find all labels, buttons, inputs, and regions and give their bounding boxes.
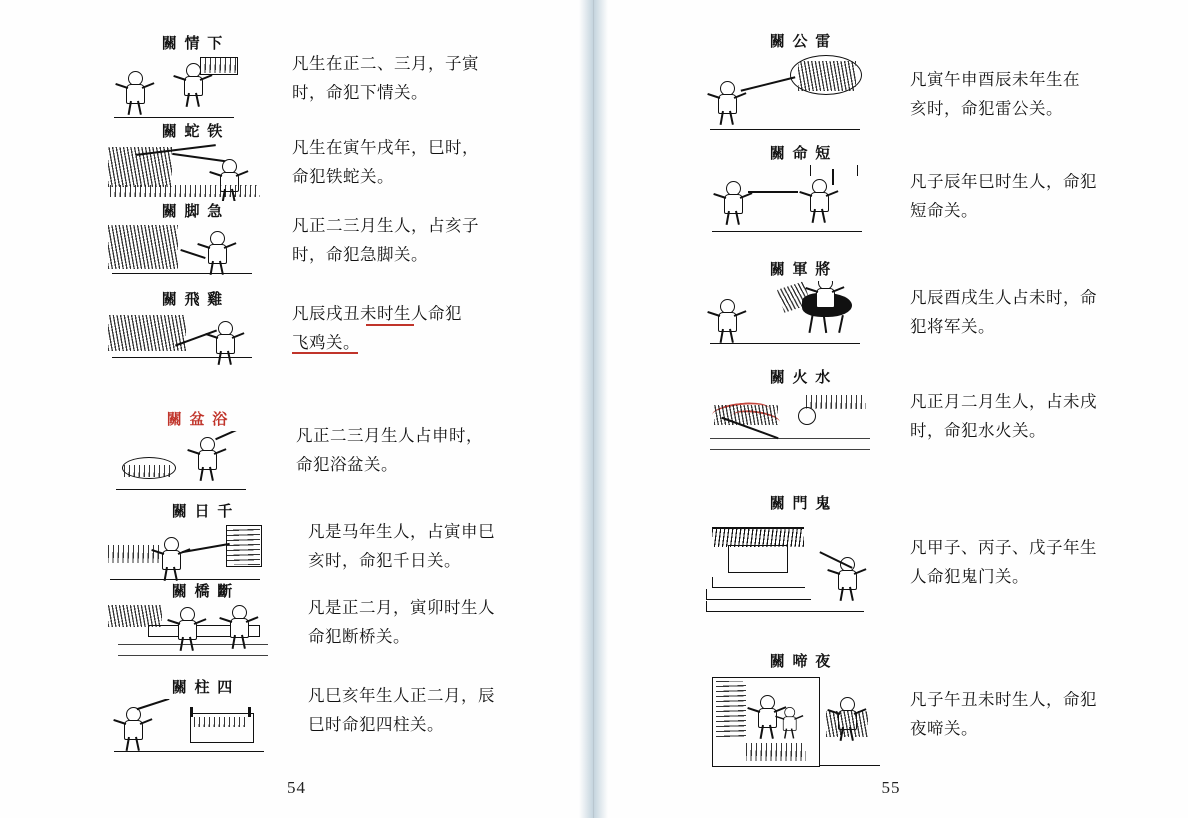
entry-caption: 凡生在正二、三月，子寅 时，命犯下情关。 [292, 54, 479, 102]
hatching-bedding [194, 717, 248, 727]
illustration-block [108, 500, 298, 589]
woodcut-illustration [108, 603, 298, 665]
illustration-block [108, 32, 278, 121]
entry-left-5 [108, 408, 526, 493]
hatching-mountain [806, 395, 866, 409]
entry-title: 關 盆 浴 [166, 412, 230, 428]
woodcut-illustration [706, 673, 896, 777]
entry-title: 關 脚 急 [161, 204, 225, 220]
entry-title: 關 橋 斷 [171, 584, 235, 600]
entry-right-6 [706, 650, 1140, 777]
woodcut-illustration [706, 515, 896, 625]
entry-caption: 凡是马年生人，占寅申巳 亥时，命犯千日关。 [308, 522, 495, 570]
entry-left-6 [108, 500, 538, 589]
ground-line [710, 343, 860, 344]
woodcut-illustration [706, 389, 896, 461]
entry-left-1 [108, 32, 522, 121]
horse-leg [838, 315, 844, 333]
illustration-block [706, 366, 896, 461]
stair-step [712, 577, 805, 588]
entry-title: 關 門 鬼 [769, 496, 833, 512]
curtain [716, 681, 746, 737]
entry-caption: 凡辰戌丑未时生人命犯 飞鸡关。 [292, 304, 462, 352]
entry-title: 關 軍 將 [769, 262, 833, 278]
entry-title: 關 啼 夜 [769, 654, 833, 670]
entry-title: 關 蛇 铁 [161, 124, 225, 140]
figure-person-with-umbrella [806, 179, 832, 223]
hatching-water [124, 465, 172, 477]
illustration-block [706, 258, 896, 353]
hatching-ground [110, 185, 260, 197]
ground-line [712, 231, 862, 232]
stair-step [706, 589, 811, 600]
woodcut-illustration [108, 431, 288, 493]
hatching-flame [108, 545, 160, 563]
entry-caption: 凡生在寅午戌年，巳时， 命犯铁蛇关。 [292, 138, 479, 186]
ground-line [710, 129, 860, 130]
woodcut-illustration [108, 699, 298, 757]
gutter-shadow [594, 0, 608, 818]
entry-title: 關 公 雷 [769, 34, 833, 50]
hatching-bed [746, 743, 806, 761]
illustration-block [108, 288, 278, 367]
hatching-robe [826, 711, 868, 737]
entry-title: 關 命 短 [769, 146, 833, 162]
ground-line [114, 751, 264, 752]
woodcut-illustration [706, 53, 896, 135]
entry-left-8 [108, 676, 538, 757]
bed-post [248, 707, 251, 717]
sun-disc [798, 407, 816, 425]
hatching-tree [108, 605, 162, 627]
entry-right-4 [706, 366, 1140, 461]
ground-line [116, 489, 246, 490]
figure-person [714, 299, 740, 343]
page-number-left: 54 [287, 778, 306, 797]
entry-caption: 凡甲子、丙子、戊子年生 人命犯鬼门关。 [910, 538, 1097, 586]
window-frame [226, 525, 262, 567]
woodcut-illustration [108, 223, 278, 279]
figure-runner [204, 231, 230, 275]
lightning-bolt [741, 76, 796, 91]
entry-left-7 [108, 580, 538, 665]
stair-step [706, 601, 817, 612]
illustration-block [108, 676, 298, 757]
red-underline-annotation [366, 324, 414, 326]
entry-caption: 凡子辰年巳时生人，命犯 短命关。 [910, 172, 1097, 220]
water-waves [118, 639, 268, 661]
gate-body [728, 545, 788, 573]
entry-title: 關 飛 雞 [161, 292, 225, 308]
right-page [594, 0, 1188, 818]
woodcut-illustration [706, 281, 896, 353]
illustration-block [108, 120, 278, 201]
entry-title: 關 火 水 [769, 370, 833, 386]
entry-caption: 凡子午丑未时生人，命犯 夜啼关。 [910, 690, 1097, 738]
pole [748, 191, 798, 193]
entry-title: 關 情 下 [161, 36, 225, 52]
figure-adult [194, 437, 220, 481]
entry-caption: 凡正二三月生人占申时， 命犯浴盆关。 [296, 426, 483, 474]
entry-caption: 凡是正二月，寅卯时生人 命犯断桥关。 [308, 598, 495, 646]
ground-line [806, 611, 864, 612]
figure-person [720, 181, 746, 225]
figure-person [212, 321, 238, 365]
illustration-block [108, 408, 288, 493]
stick [137, 699, 170, 710]
stroke [180, 249, 205, 259]
page-number-right: 55 [881, 778, 901, 797]
hatching-rocks [108, 225, 178, 269]
hatching-rooster [108, 315, 186, 351]
figure-rider [812, 281, 838, 319]
gate-roof [712, 527, 804, 547]
figure-child [122, 71, 148, 115]
hatching-thunder-god [798, 61, 856, 91]
ground-line [112, 273, 252, 274]
hatching [200, 57, 236, 73]
ground-line [820, 765, 880, 766]
woodcut-illustration [108, 55, 278, 121]
ground-line [112, 357, 252, 358]
hatching-fire [714, 405, 778, 425]
woodcut-illustration [706, 165, 896, 237]
red-underline-annotation [292, 352, 358, 354]
figure-baby [780, 707, 799, 739]
entry-left-4 [108, 288, 522, 367]
umbrella-handle [832, 169, 834, 185]
gutter-shadow [579, 0, 593, 818]
illustration-block [108, 580, 298, 665]
entry-left-2 [108, 120, 522, 201]
entry-right-2 [706, 142, 1140, 237]
illustration-block [706, 650, 896, 777]
illustration-block [108, 200, 278, 279]
entry-caption: 凡正二三月生人，占亥子 时，命犯急脚关。 [292, 216, 479, 264]
figure-person [158, 537, 184, 581]
ground-line [114, 117, 234, 118]
bed-post [190, 707, 193, 717]
entry-caption: 凡巳亥年生人正二月，辰 巳时命犯四柱关。 [308, 686, 495, 734]
stick [215, 431, 249, 440]
entry-right-1 [706, 30, 1140, 135]
figure-person [714, 81, 740, 125]
water-waves [710, 433, 870, 457]
illustration-block [706, 30, 896, 135]
illustration-block [706, 142, 896, 237]
entry-title: 關 日 千 [171, 504, 235, 520]
figure-person [120, 707, 146, 751]
entry-left-3 [108, 200, 522, 279]
entry-caption: 凡正月二月生人，占未戌 时，命犯水火关。 [910, 392, 1097, 440]
woodcut-illustration [108, 311, 278, 367]
umbrella [810, 165, 858, 176]
entry-right-3 [706, 258, 1140, 353]
woodcut-illustration [108, 143, 278, 201]
entry-right-5 [706, 492, 1140, 625]
entry-title: 關 柱 四 [171, 680, 235, 696]
entry-caption: 凡辰酉戌生人占未时，命 犯将军关。 [910, 288, 1097, 336]
illustration-block [706, 492, 896, 625]
entry-caption: 凡寅午申酉辰未年生在 亥时，命犯雷公关。 [910, 70, 1080, 118]
